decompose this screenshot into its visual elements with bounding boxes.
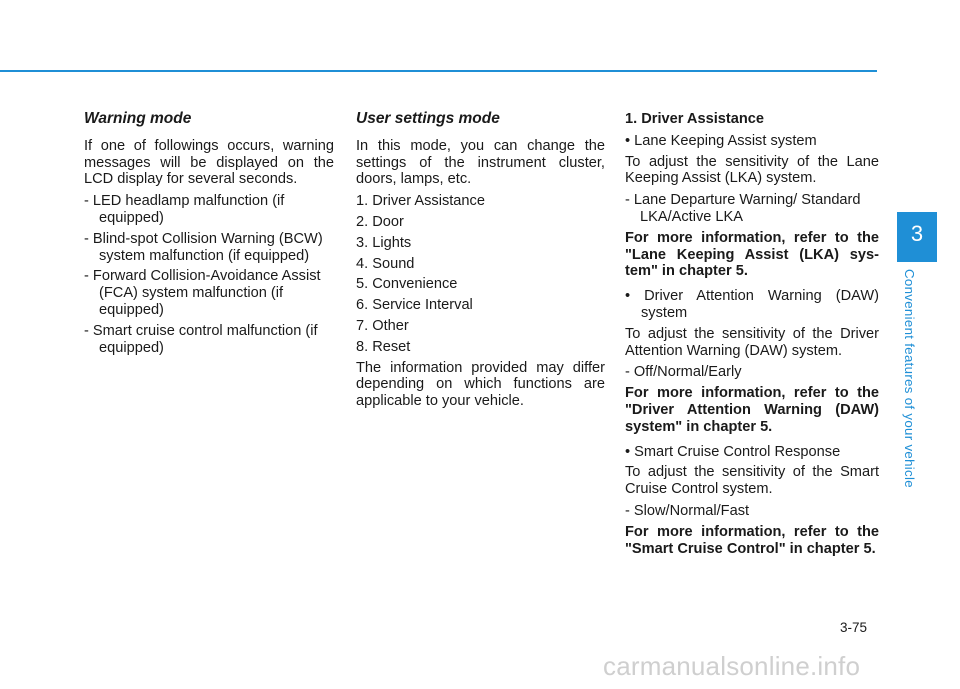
list-item: 5. Convenience bbox=[356, 276, 458, 293]
list-item: - Forward Collision-Avoidance Assist (FCA) system malfunction (if equipped) bbox=[84, 268, 321, 318]
scc-text: To adjust the sensitivity of the Smart Cruise Control system. bbox=[625, 464, 879, 498]
warning-mode-intro: If one of followings occurs, warning messages will be displayed on the LCD display for several seconds. bbox=[84, 137, 334, 188]
lka-bullet: • Lane Keeping Assist system bbox=[625, 132, 817, 149]
list-item: 1. Driver Assistance bbox=[356, 193, 485, 210]
user-settings-note: The information provided may differ depending on which functions are applicable to your vehicle. bbox=[356, 359, 605, 410]
chapter-title: Convenient features of your vehicle bbox=[902, 268, 917, 488]
list-item: 8. Reset bbox=[356, 338, 411, 355]
scc-options: - Slow/Normal/Fast bbox=[625, 502, 750, 519]
list-item: 7. Other bbox=[356, 317, 409, 334]
daw-bullet: • Driver Attention Warning (DAW) system bbox=[625, 288, 879, 321]
list-item: 3. Lights bbox=[356, 234, 412, 251]
driver-assistance-heading: 1. Driver Assistance bbox=[625, 111, 764, 127]
chapter-number: 3 bbox=[910, 221, 924, 246]
scc-bullet: • Smart Cruise Control Response bbox=[625, 443, 841, 460]
list-item: 6. Service Interval bbox=[356, 297, 473, 314]
user-settings-intro: In this mode, you can change the settings of the instrument cluster, doors, lamps, etc. bbox=[356, 137, 605, 188]
list-item: - Blind-spot Collision Warning (BCW) system malfunction (if equipped) bbox=[84, 230, 323, 264]
lka-reference: For more information, refer to the "Lane Keeping Assist (LKA) sys-tem" in chapter 5. bbox=[625, 229, 879, 280]
list-item: 4. Sound bbox=[356, 255, 415, 272]
watermark: carmanualsonline.info bbox=[603, 651, 861, 681]
top-rule bbox=[0, 70, 877, 72]
daw-options: - Off/Normal/Early bbox=[625, 364, 742, 381]
chapter-tab bbox=[897, 212, 937, 262]
section-title-user-settings: User settings mode bbox=[356, 110, 500, 127]
column-driver-assistance bbox=[625, 108, 879, 562]
list-item: 2. Door bbox=[356, 213, 404, 230]
daw-text: To adjust the sensitivity of the Driver Attention Warning (DAW) system. bbox=[625, 325, 879, 359]
list-item: - LED headlamp malfunction (if equipped) bbox=[84, 193, 285, 226]
lka-text: To adjust the sensitivity of the Lane Keeping Assist (LKA) system. bbox=[625, 153, 879, 187]
column-user-settings bbox=[356, 108, 605, 415]
section-title-warning-mode: Warning mode bbox=[84, 110, 192, 127]
daw-reference: For more information, refer to the "Driver Attention Warning (DAW) system" in chapter 5. bbox=[625, 385, 879, 435]
lka-options: - Lane Departure Warning/ Standard LKA/Active LKA bbox=[625, 192, 861, 225]
list-item: - Smart cruise control malfunction (if equipped) bbox=[84, 322, 318, 356]
page-number: 3-75 bbox=[840, 620, 868, 635]
scc-reference: For more information, refer to the "Smart Cruise Control" in chapter 5. bbox=[625, 523, 879, 557]
column-warning-mode bbox=[84, 108, 334, 360]
